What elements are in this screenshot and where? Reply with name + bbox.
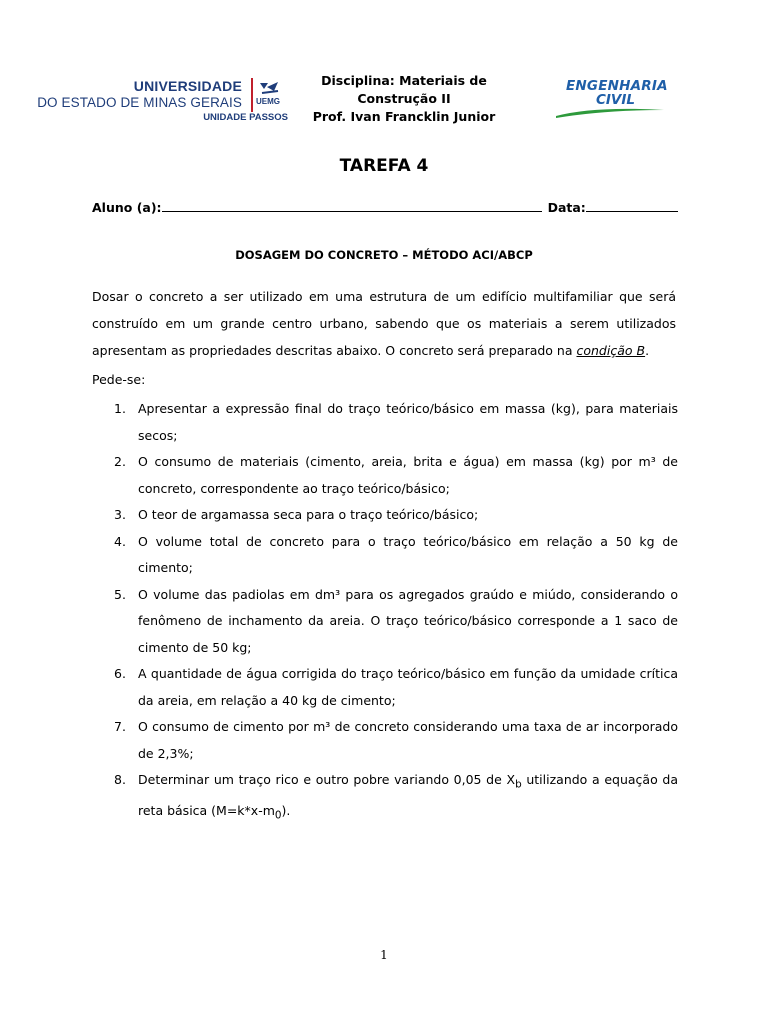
uemg-emblem-icon xyxy=(258,79,282,97)
list-item xyxy=(92,714,678,767)
list-item xyxy=(92,582,678,662)
intro-end: . xyxy=(645,343,650,358)
item-text xyxy=(138,772,679,822)
item-number: 8. xyxy=(114,772,126,787)
university-name-line2: DO ESTADO DE MINAS GERAIS xyxy=(37,95,242,110)
list-item xyxy=(92,449,678,502)
item-text: O volume total de concreto para o traço teórico/básico em relação a 50 kg de cimento; xyxy=(138,533,678,575)
item-text: O teor de argamassa seca para o traço teórico/básico; xyxy=(138,507,479,522)
page-title: TAREFA 4 xyxy=(339,156,429,176)
item-text: Apresentar a expressão final do traço teórico/básico em massa (kg), para materiais secos; xyxy=(138,401,678,443)
university-logo xyxy=(37,76,288,126)
list-item xyxy=(92,396,678,449)
green-swoosh-icon xyxy=(554,104,666,120)
item8-sub-0: 0 xyxy=(274,809,282,822)
intro-emphasis: condição B xyxy=(576,343,646,358)
page-number: 1 xyxy=(380,948,388,962)
course-info xyxy=(288,72,520,126)
list-item xyxy=(92,529,678,582)
list-item xyxy=(92,767,678,829)
intro-paragraph xyxy=(92,283,676,364)
item8-sub-b: b xyxy=(515,778,522,791)
student-date-line xyxy=(92,199,682,215)
discipline: Disciplina: Materiais de Construção II xyxy=(321,73,487,106)
professor: Prof. Ivan Francklin Junior xyxy=(312,109,496,124)
logo-divider xyxy=(251,78,253,112)
document-header xyxy=(37,70,680,130)
engineering-logo-line2: CIVIL xyxy=(596,92,636,108)
university-name-line1: UNIVERSIDADE xyxy=(133,78,242,94)
item8-part2: utilizando a equação da reta básica (M=k*x-m xyxy=(138,772,679,818)
list-item xyxy=(92,502,678,529)
item-number: 4. xyxy=(114,533,126,549)
item-text: A quantidade de água corrigida do traço teórico/básico em função da umidade crítica da areia, em relação a 40 kg de cimento; xyxy=(138,666,678,708)
item8-part1: Determinar um traço rico e outro pobre variando 0,05 de X xyxy=(138,772,516,787)
date-label: Data: xyxy=(547,200,586,215)
student-label: Aluno (a): xyxy=(92,200,162,215)
intro-text: Dosar o concreto a ser utilizado em uma estrutura de um edifício multifamiliar que será construído em um grande centro urbano, sabendo que os materiais a serem utilizados apresentam as propriedades descritas abaixo. O concreto será preparado na xyxy=(92,289,676,358)
university-unit: UNIDADE PASSOS xyxy=(203,112,288,123)
item8-part3: ). xyxy=(281,803,291,818)
item-number: 3. xyxy=(114,507,126,522)
engineering-logo-line1: ENGENHARIA xyxy=(566,78,668,94)
item-text: O volume das padiolas em dm³ para os agregados graúdo e miúdo, considerando o fenômeno de inchamento da areia. O traço teórico/básico corresponde a 1 saco de cimento de 50 kg; xyxy=(138,586,678,655)
engineering-logo xyxy=(554,78,666,128)
section-title: DOSAGEM DO CONCRETO – MÉTODO ACI/ABCP xyxy=(235,248,533,262)
pede-se-label: Pede-se: xyxy=(92,372,146,387)
item-text: O consumo de materiais (cimento, areia, brita e água) em massa (kg) por m³ de concreto, correspondente ao traço teórico/básico; xyxy=(138,454,678,496)
item-number: 6. xyxy=(114,666,126,681)
date-blank[interactable] xyxy=(586,199,678,212)
item-text: O consumo de cimento por m³ de concreto considerando uma taxa de ar incorporado de 2,3%; xyxy=(138,719,678,761)
task-list xyxy=(92,396,678,829)
student-name-blank[interactable] xyxy=(162,199,542,212)
uemg-label: UEMG xyxy=(256,97,280,106)
item-number: 7. xyxy=(114,719,126,734)
item-number: 1. xyxy=(114,401,126,416)
list-item xyxy=(92,661,678,714)
item-number: 2. xyxy=(114,454,126,469)
item-number: 5. xyxy=(114,586,126,602)
